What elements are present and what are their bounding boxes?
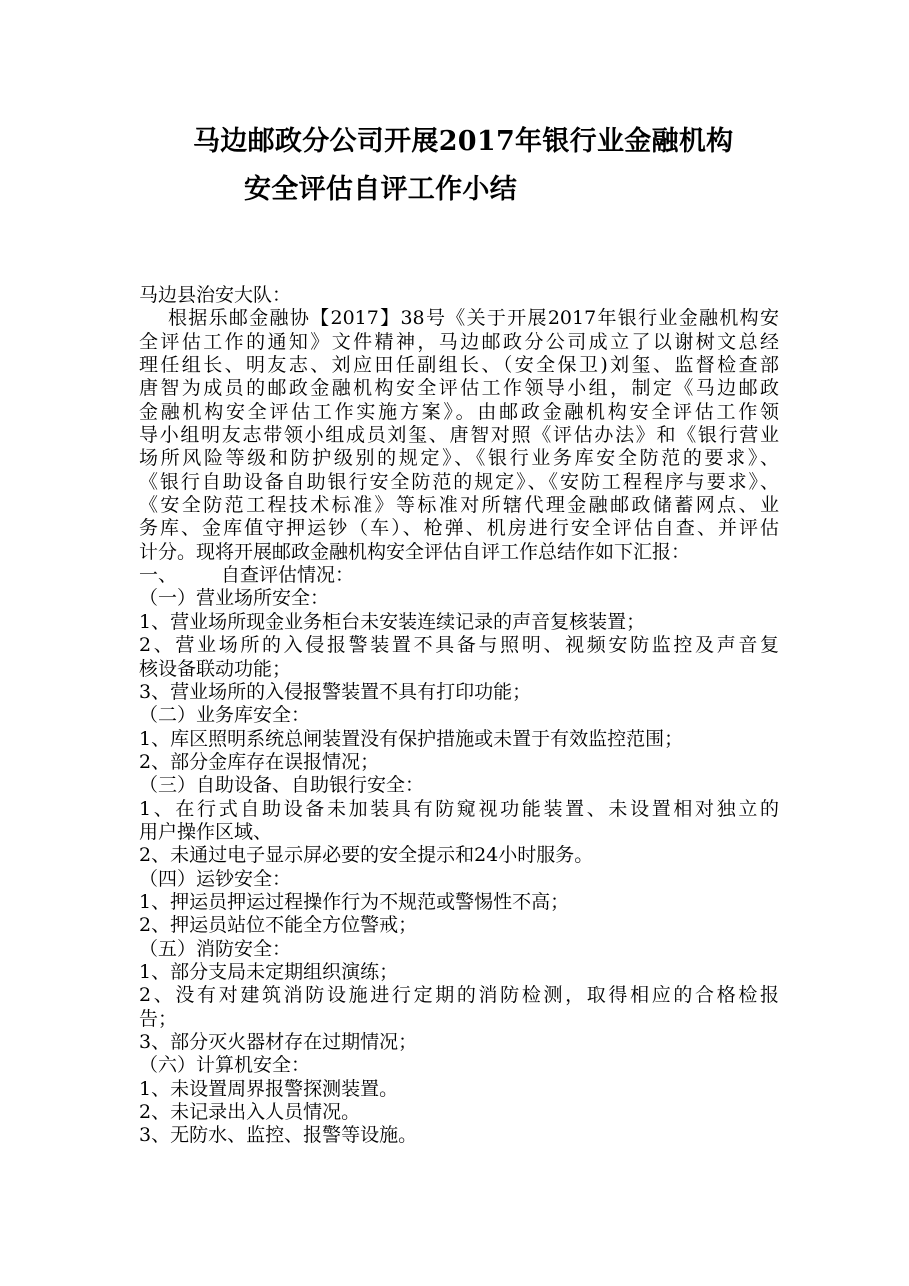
list-item: 1、在行式自助设备未加装具有防窥视功能装置、未设置相对独立的	[139, 797, 779, 820]
list-item: 2、未记录出入人员情况。	[139, 1101, 361, 1124]
list-item: 3、无防水、监控、报警等设施。	[139, 1124, 418, 1147]
section-title: 自查评估情况：	[221, 564, 355, 587]
list-item: 1、未设置周界报警探测装置。	[139, 1077, 399, 1100]
intro-paragraph-line: 全评估工作的通知》文件精神，马边邮政分公司成立了以谢树文总经	[139, 330, 779, 353]
section-heading	[139, 564, 779, 587]
list-item: 3、部分灭火器材存在过期情况；	[139, 1031, 418, 1053]
list-item: 1、押运员押运过程操作行为不规范或警惕性不高；	[139, 890, 570, 913]
subsection-heading: （一）营业场所安全：	[139, 587, 330, 610]
subsection-heading: （六）计算机安全：	[139, 1054, 311, 1077]
intro-paragraph-line: 务库、金库值守押运钞（车）、枪弹、机房进行安全评估自查、并评估	[139, 517, 779, 540]
list-item-continuation: 核设备联动功能；	[139, 657, 292, 680]
list-item: 2、没有对建筑消防设施进行定期的消防检测，取得相应的合格检报	[139, 984, 779, 1007]
intro-paragraph-line: 理任组长、明友志、刘应田任副组长、（安全保卫)刘玺、监督检查部	[139, 354, 779, 377]
salutation: 马边县治安大队：	[139, 284, 292, 306]
subsection-heading: （五）消防安全：	[139, 937, 292, 960]
intro-paragraph-line: 导小组明友志带领小组成员刘玺、唐智对照《评估办法》和《银行营业	[139, 424, 779, 447]
document-title-line-1: 马边邮政分公司开展2017年银行业金融机构	[193, 126, 734, 157]
list-item: 3、营业场所的入侵报警装置不具有打印功能；	[139, 680, 532, 703]
list-item: 2、未通过电子显示屏必要的安全提示和24小时服务。	[139, 844, 594, 867]
intro-paragraph-line: 根据乐邮金融协【2017】38号《关于开展2017年银行业金融机构安	[168, 307, 779, 330]
list-item: 1、营业场所现金业务柜台未安装连续记录的声音复核装置；	[139, 610, 646, 633]
document-body	[139, 284, 779, 1148]
section-number: 一、	[139, 564, 178, 587]
list-item-continuation: 用户操作区域、	[139, 820, 273, 843]
list-item: 2、部分金库存在误报情况；	[139, 750, 380, 773]
intro-paragraph-line: 计分。现将开展邮政金融机构安全评估自评工作总结作如下汇报：	[139, 540, 691, 563]
list-item: 2、押运员站位不能全方位警戒；	[139, 914, 418, 937]
intro-paragraph-line: 场所风险等级和防护级别的规定》、《银行业务库安全防范的要求》、	[139, 447, 779, 470]
list-item: 1、部分支局未定期组织演练；	[139, 960, 399, 983]
intro-paragraph-line: 金融机构安全评估工作实施方案》。由邮政金融机构安全评估工作领	[139, 400, 779, 423]
document-title-line-2: 安全评估自评工作小结	[244, 174, 517, 205]
list-item: 1、库区照明系统总闸装置没有保护措施或未置于有效监控范围；	[139, 727, 684, 750]
subsection-heading: （三）自助设备、自助银行安全：	[139, 774, 425, 797]
intro-paragraph-line: 《安全防范工程技术标准》等标准对所辖代理金融邮政储蓄网点、业	[139, 494, 779, 517]
subsection-heading: （二）业务库安全：	[139, 704, 311, 727]
list-item: 2、营业场所的入侵报警装置不具备与照明、视频安防监控及声音复	[139, 634, 779, 657]
list-item-continuation: 告；	[139, 1007, 178, 1030]
intro-paragraph-line: 《银行自助设备自助银行安全防范的规定》、《安防工程程序与要求》、	[139, 470, 779, 493]
subsection-heading: （四）运钞安全：	[139, 867, 292, 890]
intro-paragraph-line: 唐智为成员的邮政金融机构安全评估工作领导小组，制定《马边邮政	[139, 377, 779, 400]
